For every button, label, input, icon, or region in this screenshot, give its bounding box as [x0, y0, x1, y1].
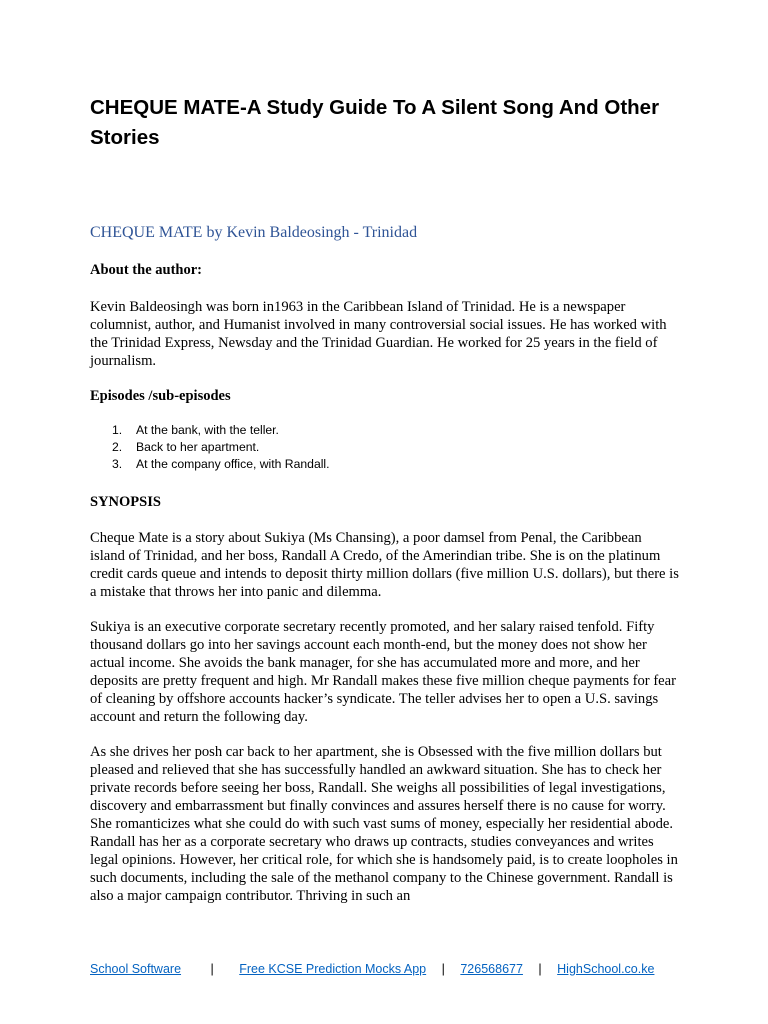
list-item-text: Back to her apartment. [136, 440, 260, 454]
document-title: CHEQUE MATE-A Study Guide To A Silent Song And Other Stories [90, 96, 660, 149]
list-item [112, 422, 330, 439]
list-item-text: At the bank, with the teller. [136, 423, 279, 437]
phone-number-link[interactable]: 726568677 [460, 962, 523, 976]
list-item [112, 456, 330, 473]
synopsis-paragraph-3: As she drives her posh car back to her apartment, she is Obsessed with the five million dollars but pleased and relieved that she has successfully handled an awkward situation. She has to check her private records before seeing her boss, Randall. She weighs all possibilities of legal investigations, discovery and embarrassment but finally convinces and assures herself there is no cause for worry. She romanticizes what she could do with such vast sums of money, especially her residential abode. Randall has her as a corporate secretary who draws up contracts, studies conveyances and writes legal opinions. However, her critical role, for which she is handsomely paid, is to create loopholes in such documents, including the sale of the methanol company to the Chinese government. Randall is also a major campaign contributor. Thriving in such an [90, 744, 678, 904]
synopsis-paragraph-1: Cheque Mate is a story about Sukiya (Ms Chansing), a poor damsel from Penal, the Caribbean island of Trinidad, and her boss, Randall A Credo, of the Amerindian tribe. She is on the platinum credit cards queue and intends to deposit thirty million dollars (five million U.S. dollars), but there is a mistake that throws her into panic and dilemma. [90, 530, 679, 600]
synopsis-heading: SYNOPSIS [90, 494, 161, 510]
about-heading: About the author: [90, 262, 202, 278]
highschool-site-link[interactable]: HighSchool.co.ke [557, 962, 655, 976]
list-item-number: 1. [112, 423, 123, 437]
synopsis-paragraph-2: Sukiya is an executive corporate secretary recently promoted, and her salary raised tenfold. Fifty thousand dollars go into her savings account each month-end, but the money does not show her actual income. She avoids the bank manager, for she has accumulated more and more, and her deposits are pretty frequent and high. Mr Randall makes these five million cheque payments for fear of cleaning by offshore accounts hacker’s syndicate. The teller advises her to open a U.S. savings account and return the following day. [90, 619, 676, 725]
story-subtitle: CHEQUE MATE by Kevin Baldeosingh - Trinidad [90, 224, 418, 241]
footer-separator: | [210, 962, 214, 976]
episodes-list [112, 422, 330, 473]
kcse-mocks-app-link[interactable]: Free KCSE Prediction Mocks App [239, 962, 427, 976]
school-software-link[interactable]: School Software [90, 962, 182, 976]
list-item [112, 439, 330, 456]
footer-separator: | [441, 962, 445, 976]
list-item-number: 3. [112, 457, 123, 471]
list-item-text: At the company office, with Randall. [136, 457, 330, 471]
footer-separator: | [538, 962, 542, 976]
about-paragraph: Kevin Baldeosingh was born in1963 in the Caribbean Island of Trinidad. He is a newspaper columnist, author, and Humanist involved in many controversial social issues. He has worked with the Trinidad Express, Newsday and the Trinidad Guardian. He worked for 25 years in the field of journalism. [90, 299, 667, 369]
list-item-number: 2. [112, 440, 123, 454]
episodes-heading: Episodes /sub-episodes [90, 388, 231, 404]
footer-links [90, 960, 654, 978]
